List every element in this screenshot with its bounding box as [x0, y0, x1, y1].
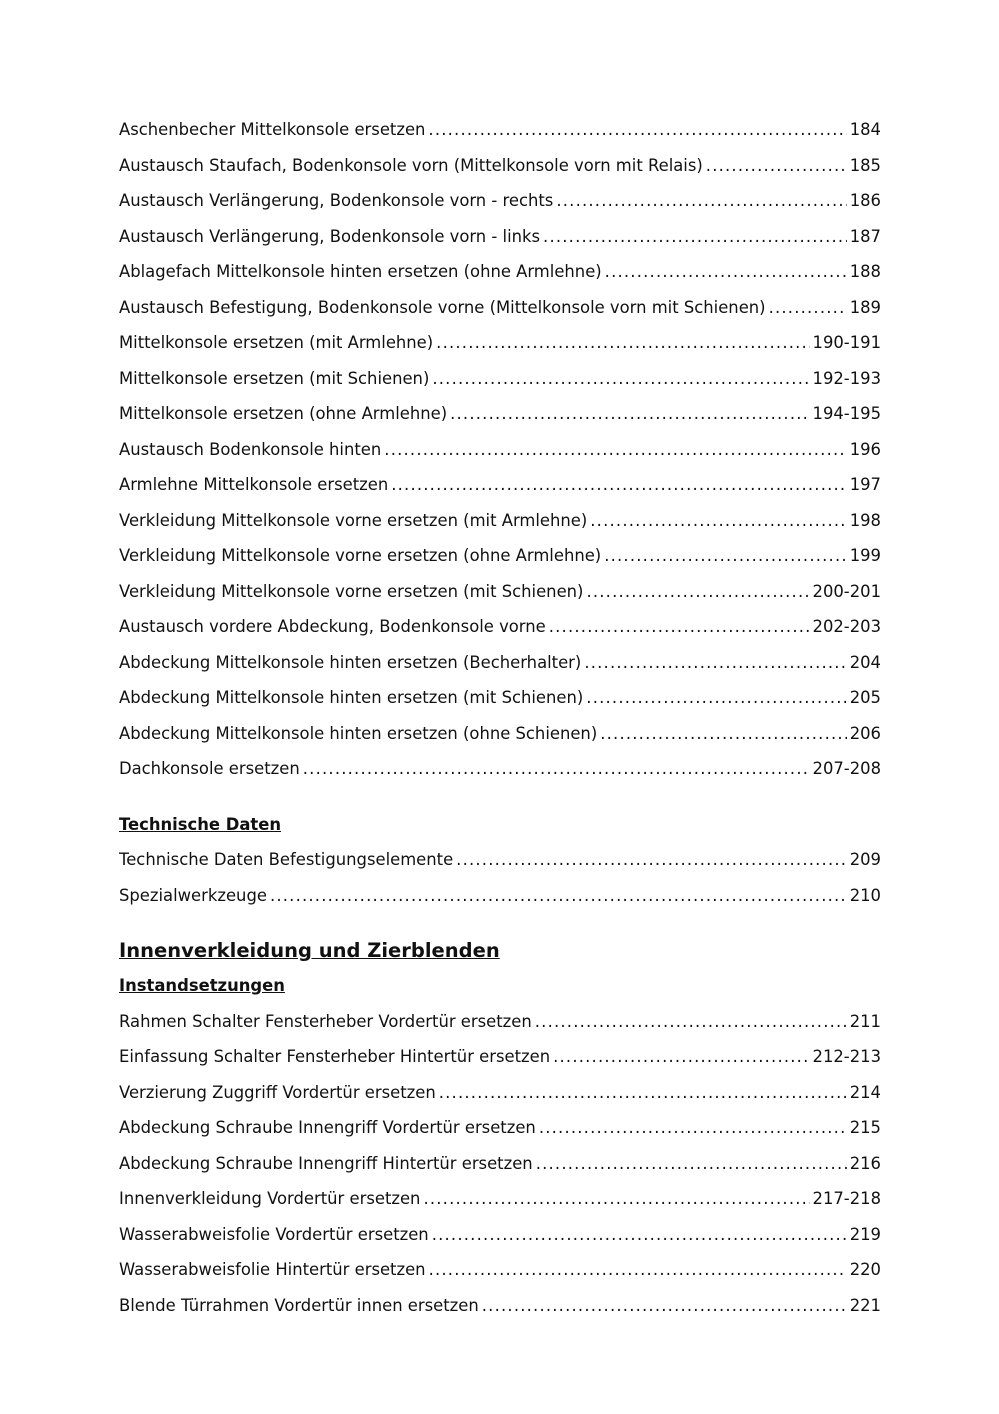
toc-entry-page-number: 187 — [849, 226, 881, 246]
toc-entry[interactable] — [119, 1039, 881, 1075]
toc-entry-title: Spezialwerkzeuge — [119, 885, 267, 905]
toc-entry-page-number: 197 — [849, 475, 881, 494]
toc-entry-leader-dots — [450, 396, 809, 432]
toc-entry-page-number: 188 — [849, 262, 881, 281]
toc-entry-title: Armlehne Mittelkonsole ersetzen — [119, 475, 389, 494]
toc-entry-leader-dots — [536, 1146, 847, 1182]
toc-entry-leader-dots — [553, 1039, 809, 1075]
chapter-heading-innenverkleidung: Innenverkleidung und Zierblenden — [119, 939, 500, 962]
toc-entry-leader-dots — [605, 254, 847, 290]
toc-entry-page-number: 190-191 — [812, 333, 881, 352]
toc-entry-page-number: 196 — [849, 439, 881, 459]
toc-entry-title: Austausch Bodenkonsole hinten — [119, 439, 382, 459]
toc-entry-leader-dots — [270, 878, 847, 914]
toc-entry[interactable] — [119, 1252, 881, 1288]
toc-entry-leader-dots — [439, 1075, 847, 1111]
toc-entry-page-number: 220 — [849, 1260, 881, 1279]
toc-entry-title: Einfassung Schalter Fensterheber Hintertür ersetzen — [119, 1047, 551, 1066]
toc-entry[interactable] — [119, 148, 881, 184]
toc-entry-page-number: 210 — [849, 885, 881, 905]
toc-entry-page-number: 206 — [849, 723, 881, 743]
toc-entry-title: Mittelkonsole ersetzen (ohne Armlehne) — [119, 404, 448, 423]
toc-entry-title: Verkleidung Mittelkonsole vorne ersetzen (ohne Armlehne) — [119, 546, 602, 565]
toc-entry-page-number: 185 — [849, 155, 881, 175]
toc-entry-page-number: 214 — [849, 1082, 881, 1102]
toc-entry-title: Mittelkonsole ersetzen (mit Armlehne) — [119, 333, 434, 352]
toc-entry-title: Verkleidung Mittelkonsole vorne ersetzen (mit Armlehne) — [119, 510, 588, 530]
toc-entry-page-number: 186 — [849, 191, 881, 210]
toc-list-instandsetzungen — [119, 1004, 881, 1324]
toc-entry-page-number: 217-218 — [812, 1189, 881, 1208]
toc-entry-leader-dots — [436, 325, 809, 361]
toc-entry-leader-dots — [303, 751, 810, 787]
toc-entry-leader-dots — [535, 1004, 847, 1040]
toc-entry-leader-dots — [590, 503, 846, 539]
toc-entry-page-number: 202-203 — [812, 617, 881, 636]
toc-entry[interactable] — [119, 1181, 881, 1217]
toc-entry[interactable] — [119, 325, 881, 361]
toc-entry-page-number: 209 — [849, 850, 881, 869]
toc-entry-leader-dots — [539, 1110, 847, 1146]
toc-entry-leader-dots — [706, 148, 847, 184]
toc-entry-title: Dachkonsole ersetzen — [119, 759, 300, 778]
toc-entry-page-number: 200-201 — [812, 581, 881, 601]
toc-entry-page-number: 204 — [849, 652, 881, 672]
toc-entry-title: Austausch Befestigung, Bodenkonsole vorne (Mittelkonsole vorn mit Schienen) — [119, 297, 766, 317]
toc-entry-leader-dots — [482, 1288, 847, 1324]
toc-entry-page-number: 207-208 — [812, 759, 881, 778]
toc-entry[interactable] — [119, 396, 881, 432]
toc-entry-page-number: 216 — [849, 1153, 881, 1173]
toc-entry-page-number: 192-193 — [812, 368, 881, 388]
toc-entry[interactable] — [119, 467, 881, 503]
toc-entry[interactable] — [119, 1110, 881, 1146]
toc-entry-title: Abdeckung Schraube Innengriff Vordertür ersetzen — [119, 1118, 536, 1137]
toc-entry-title: Rahmen Schalter Fensterheber Vordertür ersetzen — [119, 1011, 532, 1031]
toc-entry[interactable] — [119, 112, 881, 148]
toc-entry[interactable] — [119, 645, 881, 681]
toc-entry-leader-dots — [384, 432, 846, 468]
toc-entry[interactable] — [119, 183, 881, 219]
toc-entry-title: Wasserabweisfolie Hintertür ersetzen — [119, 1260, 426, 1279]
toc-entry-leader-dots — [586, 574, 809, 610]
toc-entry-page-number: 198 — [849, 510, 881, 530]
toc-entry-page-number: 205 — [849, 688, 881, 707]
toc-list-technische-daten — [119, 842, 881, 913]
toc-entry-page-number: 194-195 — [812, 404, 881, 423]
toc-entry-title: Abdeckung Mittelkonsole hinten ersetzen (Becherhalter) — [119, 652, 582, 672]
toc-entry-page-number: 211 — [849, 1011, 881, 1031]
toc-entry-title: Austausch Staufach, Bodenkonsole vorn (Mittelkonsole vorn mit Relais) — [119, 155, 703, 175]
toc-entry-leader-dots — [549, 609, 810, 645]
toc-entry-title: Mittelkonsole ersetzen (mit Schienen) — [119, 368, 430, 388]
toc-entry-leader-dots — [604, 538, 847, 574]
toc-entry-page-number: 221 — [849, 1295, 881, 1315]
toc-entry-title: Technische Daten Befestigungselemente — [119, 850, 454, 869]
toc-entry-leader-dots — [600, 716, 846, 752]
toc-entry[interactable] — [119, 432, 881, 468]
toc-entry[interactable] — [119, 503, 881, 539]
toc-page — [119, 112, 881, 1323]
toc-entry-title: Verzierung Zuggriff Vordertür ersetzen — [119, 1082, 436, 1102]
toc-entry-page-number: 199 — [849, 546, 881, 565]
toc-entry-page-number: 212-213 — [812, 1047, 881, 1066]
toc-entry[interactable] — [119, 1075, 881, 1111]
toc-list-mittelkonsole — [119, 112, 881, 787]
toc-entry[interactable] — [119, 1146, 881, 1182]
toc-entry[interactable] — [119, 878, 881, 914]
toc-entry-title: Austausch Verlängerung, Bodenkonsole vorn - links — [119, 226, 541, 246]
toc-entry-page-number: 215 — [849, 1118, 881, 1137]
toc-entry-leader-dots — [391, 467, 846, 503]
toc-entry[interactable] — [119, 254, 881, 290]
toc-entry[interactable] — [119, 290, 881, 326]
toc-entry-title: Ablagefach Mittelkonsole hinten ersetzen (ohne Armlehne) — [119, 262, 602, 281]
toc-entry-leader-dots — [428, 112, 846, 148]
toc-entry-page-number: 219 — [849, 1224, 881, 1244]
toc-entry-leader-dots — [429, 1252, 847, 1288]
toc-entry-title: Abdeckung Schraube Innengriff Hintertür ersetzen — [119, 1153, 533, 1173]
toc-entry[interactable] — [119, 1288, 881, 1324]
toc-entry-leader-dots — [586, 680, 846, 716]
toc-entry[interactable] — [119, 361, 881, 397]
toc-entry[interactable] — [119, 219, 881, 255]
toc-entry[interactable] — [119, 751, 881, 787]
toc-entry-title: Verkleidung Mittelkonsole vorne ersetzen (mit Schienen) — [119, 581, 584, 601]
toc-entry[interactable] — [119, 716, 881, 752]
toc-entry-page-number: 184 — [849, 120, 881, 139]
toc-entry[interactable] — [119, 538, 881, 574]
toc-entry-leader-dots — [423, 1181, 809, 1217]
toc-entry-title: Innenverkleidung Vordertür ersetzen — [119, 1189, 421, 1208]
toc-entry[interactable] — [119, 680, 881, 716]
section-heading-instandsetzungen: Instandsetzungen — [119, 976, 285, 995]
toc-entry[interactable] — [119, 609, 881, 645]
toc-entry[interactable] — [119, 842, 881, 878]
toc-entry-leader-dots — [556, 183, 846, 219]
toc-entry-title: Abdeckung Mittelkonsole hinten ersetzen (mit Schienen) — [119, 688, 584, 707]
toc-entry[interactable] — [119, 1004, 881, 1040]
toc-entry-leader-dots — [432, 361, 809, 397]
toc-entry-leader-dots — [543, 219, 847, 255]
toc-entry-leader-dots — [456, 842, 847, 878]
toc-entry-title: Austausch vordere Abdeckung, Bodenkonsole vorne — [119, 617, 546, 636]
toc-entry-page-number: 189 — [849, 297, 881, 317]
toc-entry[interactable] — [119, 574, 881, 610]
toc-entry-title: Abdeckung Mittelkonsole hinten ersetzen (ohne Schienen) — [119, 723, 598, 743]
toc-entry-title: Austausch Verlängerung, Bodenkonsole vorn - rechts — [119, 191, 554, 210]
toc-entry-title: Blende Türrahmen Vordertür innen ersetzen — [119, 1295, 479, 1315]
toc-entry-leader-dots — [432, 1217, 847, 1253]
toc-entry-title: Wasserabweisfolie Vordertür ersetzen — [119, 1224, 429, 1244]
toc-entry-leader-dots — [769, 290, 847, 326]
toc-entry-leader-dots — [584, 645, 846, 681]
section-heading-technische-daten: Technische Daten — [119, 814, 282, 834]
toc-entry-title: Aschenbecher Mittelkonsole ersetzen — [119, 120, 426, 139]
toc-entry[interactable] — [119, 1217, 881, 1253]
